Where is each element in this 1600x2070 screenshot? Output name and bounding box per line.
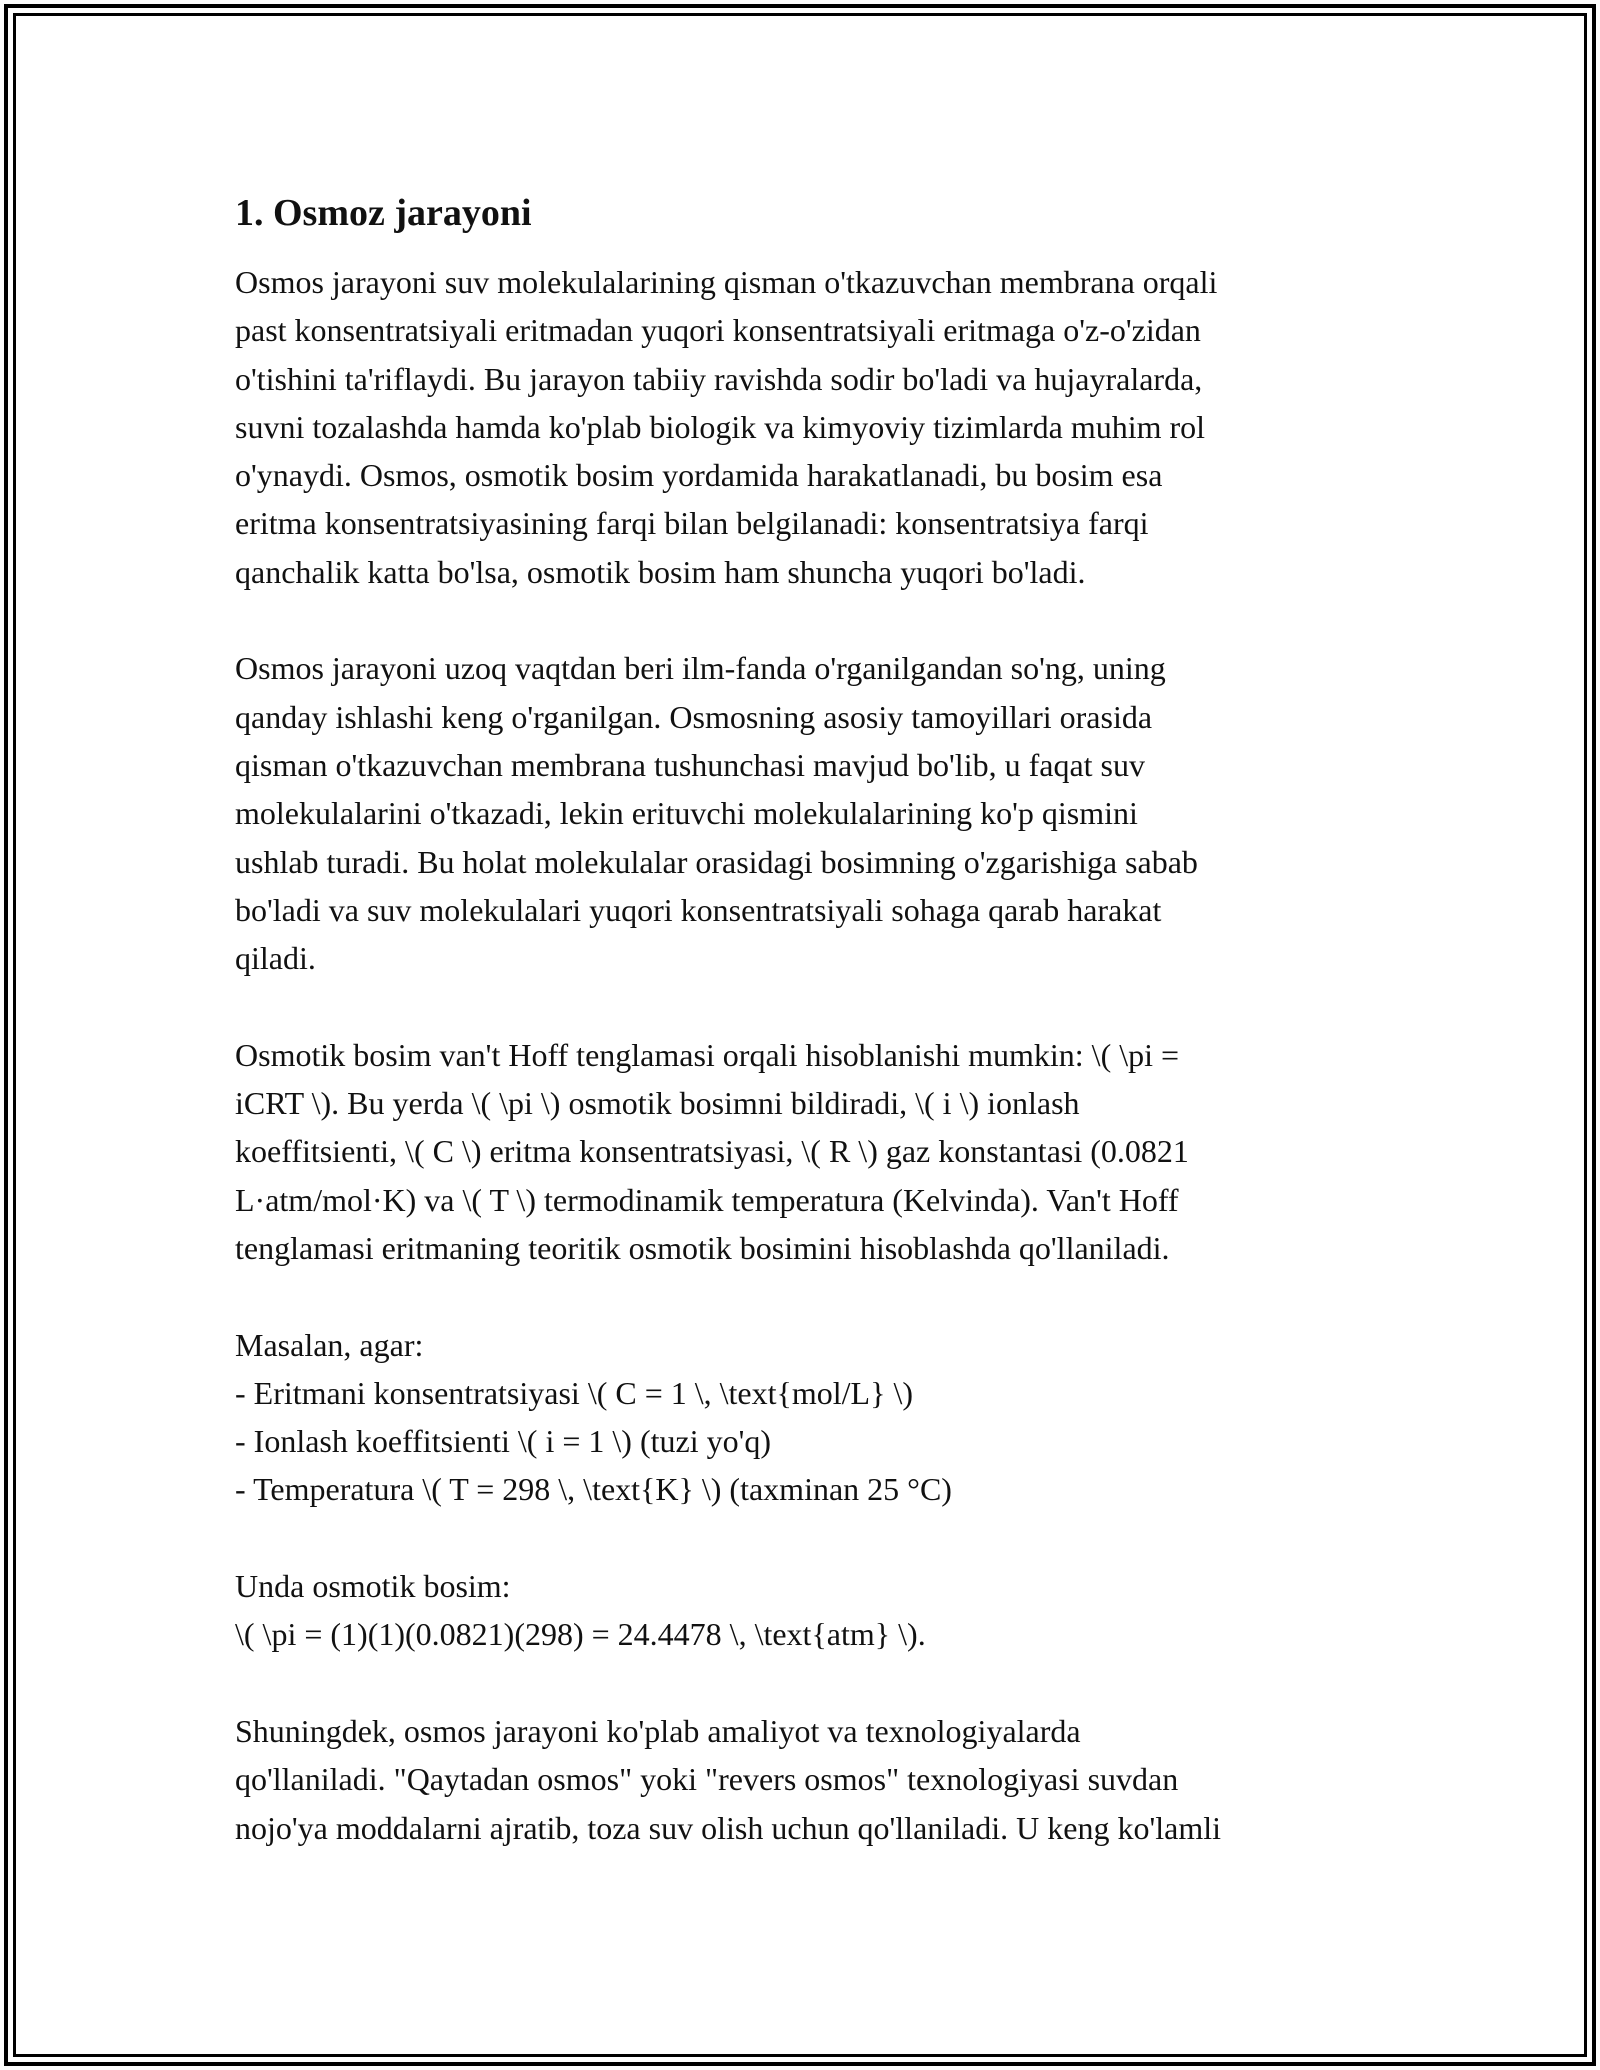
paragraph-vant-hoff-equation: Osmotik bosim van't Hoff tenglamasi orqali hisoblanishi mumkin: \( \pi = iCRT \). Bu yerda \( \pi \) osmotik bosimni bildiradi, \( i \) ionlash koeffitsienti, \( C \) eritma konsentratsiyasi, \( R \) gaz konstantasi (0.0821 L·atm/mol·K) va \( T \) termodinamik temperatura (Kelvinda). Van't Hoff tenglamasi eritmaning teoritik osmotik bosimini hisoblashda qo'llaniladi. bbox=[235, 1036, 1189, 1266]
paragraph-example-result: Unda osmotik bosim: \( \pi = (1)(1)(0.0821)(298) = 24.4478 \, \text{atm} \). bbox=[235, 1568, 926, 1653]
section-heading: 1. Osmoz jarayoni bbox=[235, 192, 532, 234]
document-body bbox=[235, 188, 1375, 1852]
paragraph-example-conditions: Masalan, agar: - Eritmani konsentratsiyasi \( C = 1 \, \text{mol/L} \) - Ionlash koeffitsienti \( i = 1 \) (tuzi yo'q) - Temperatura \( T = 298 \, \text{K} \) (taxminan 25 °C) bbox=[235, 1326, 952, 1508]
paragraph-osmosis-principles: Osmos jarayoni uzoq vaqtdan beri ilm-fanda o'rganilgandan so'ng, uning qanday ishlashi keng o'rganilgan. Osmosning asosiy tamoyillari orasida qisman o'tkazuvchan membrana tushunchasi mavjud bo'lib, u faqat suv molekulalarini o'tkazadi, lekin erituvchi molekulalarining ko'p qismini ushlab turadi. Bu holat molekulalar orasidagi bosimning o'zgarishiga sabab bo'ladi va suv molekulalari yuqori konsentratsiyali sohaga qarab harakat qiladi. bbox=[235, 650, 1198, 977]
paragraph-reverse-osmosis: Shuningdek, osmos jarayoni ko'plab amaliyot va texnologiyalarda qo'llaniladi. "Qaytadan osmos" yoki "revers osmos" texnologiyasi suvdan nojo'ya moddalarni ajratib, toza suv olish uchun qo'llaniladi. U keng ko'lamli bbox=[235, 1712, 1221, 1846]
paragraph-osmosis-definition: Osmos jarayoni suv molekulalarining qisman o'tkazuvchan membrana orqali past konsentratsiyali eritmadan yuqori konsentratsiyali eritmaga o'z-o'zidan o'tishini ta'riflaydi. Bu jarayon tabiiy ravishda sodir bo'ladi va hujayralarda, suvni tozalashda hamda ko'plab biologik va kimyoviy tizimlarda muhim rol o'ynaydi. Osmos, osmotik bosim yordamida harakatlanadi, bu bosim esa eritma konsentratsiyasining farqi bilan belgilanadi: konsentratsiya farqi qanchalik katta bo'lsa, osmotik bosim ham shuncha yuqori bo'ladi. bbox=[235, 264, 1218, 590]
